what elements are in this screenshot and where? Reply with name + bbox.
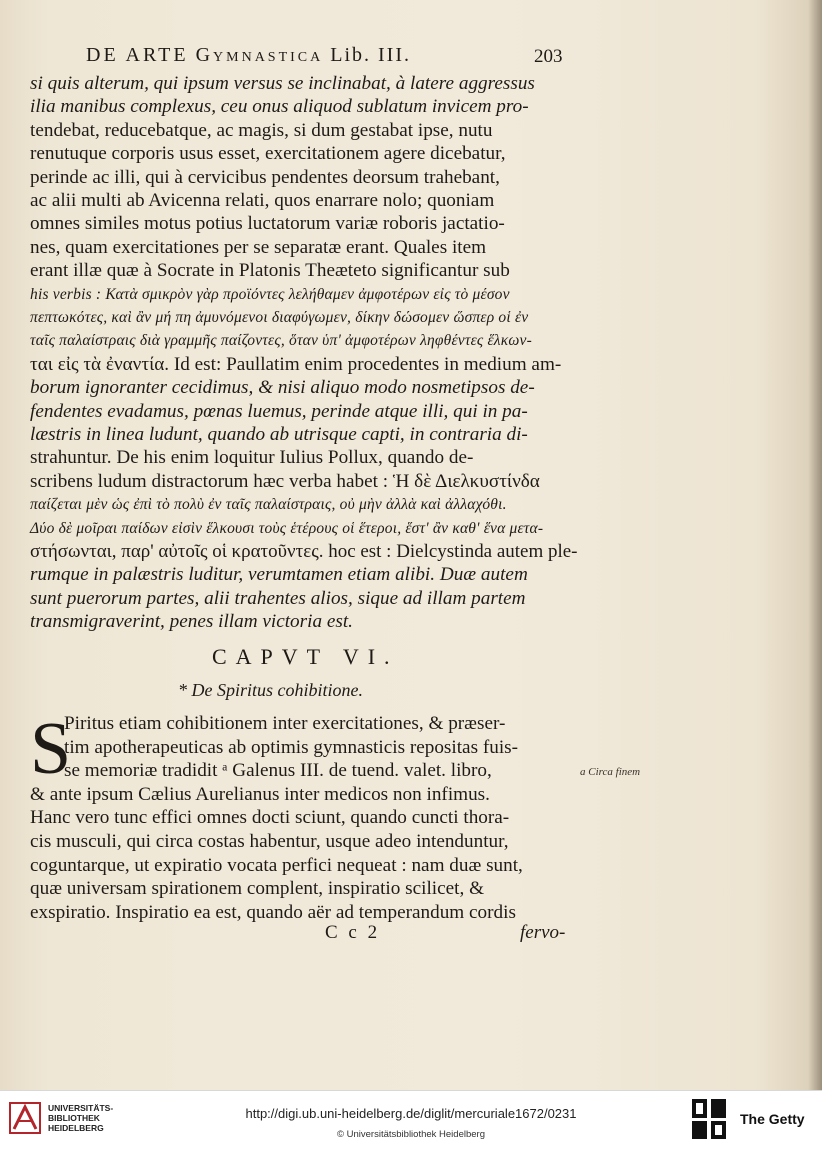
text-line: nes, quam exercitationes per se separatæ erant. Quales item (30, 236, 487, 258)
drop-cap: S (30, 708, 72, 790)
text-line: ταῖς παλαίστραις διὰ γραμμῆς παίζοντες, ὅταν ὑπ' ἀμφοτέρων ληφθέντες ἕλκων- (30, 332, 532, 350)
permalink-url[interactable]: http://digi.ub.uni-heidelberg.de/diglit/mercuriale1672/0231 (245, 1106, 577, 1121)
text-line: πεπτωκότες, καὶ ἂν μή πη ἀμυνόμενοι διαφύγωμεν, δίκην δώσομεν ὥσπερ οἱ ἐν (30, 309, 529, 326)
page-number: 203 (534, 46, 563, 67)
text-line: rumque in palæstris luditur, verumtamen etiam alibi. Duæ autem (30, 564, 528, 586)
text-line: renutuque corporis usus esset, exercitationem agere dicebatur, (30, 143, 506, 165)
text-line: strahuntur. De his enim loquitur Iulius Pollux, quando de- (30, 447, 474, 469)
running-head-de-arte: DE ARTE (86, 44, 189, 66)
chapter-text-line: Piritus etiam cohibitionem inter exercitationes, & præser- (64, 713, 506, 734)
text-line: perinde ac illi, qui à cervicibus pendentes deorsum trahebant, (30, 166, 500, 188)
text-line: ται εἰς τὰ ἐναντία. Id est: Paullatim enim procedentes in medium am- (30, 353, 562, 375)
text-line: Δύο δὲ μοῖραι παίδων εἰσὶν ἕλκουσι τοὺς ἑτέρους οἱ ἕτεροι, ἕστ' ἂν καθ' ἕνα μετα- (30, 519, 544, 537)
copyright-text: © Universitätsbibliothek Heidelberg (337, 1129, 485, 1140)
partner-name: The Getty (740, 1111, 805, 1127)
text-line: erant illæ quæ à Socrate in Platonis Theæteto significantur sub (30, 260, 510, 282)
text-line: omnes similes motus potius luctatorum variæ roboris jactatio- (30, 213, 505, 235)
chapter-text-line: coguntarque, ut expiratio vocata perfici nequeat : nam duæ sunt, (30, 854, 523, 876)
text-line: his verbis : Κατὰ σμικρὸν γὰρ προϊόντες λελήθαμεν ἀμφοτέρων εἰς τὸ μέσον (30, 285, 510, 303)
text-line: borum ignoranter cecidimus, & nisi aliquo modo nosmetipsos de- (30, 377, 535, 399)
getty-logo[interactable] (690, 1097, 728, 1141)
text-line: si quis alterum, qui ipsum versus se inclinabat, à latere aggressus (30, 73, 535, 94)
running-head (86, 44, 586, 67)
chapter-text-line: Hanc vero tunc effici omnes docti sciunt, quando cuncti thora- (30, 807, 510, 829)
text-line: ac alii multi ab Avicenna relati, quos enarrare nolo; quoniam (30, 190, 495, 211)
text-line: transmigraverint, penes illam victoria est. (30, 611, 353, 633)
chapter-subtitle: * De Spiritus cohibitione. (178, 680, 363, 700)
viewer-footer (0, 1090, 822, 1150)
running-head-lib: Lib. III. (330, 44, 412, 66)
chapter-title: CAPVT VI. (212, 644, 399, 669)
chapter-text-line: exspiratio. Inspiratio ea est, quando aër ad temperandum cordis (30, 901, 516, 923)
text-line: tendebat, reducebatque, ac magis, si dum gestabat ipse, nutu (30, 119, 493, 141)
chapter-text-line: & ante ipsum Cælius Aurelianus inter medicos non infimus. (30, 783, 490, 805)
text-line: ilia manibus complexus, ceu onus aliquod sublatum invicem pro- (30, 96, 529, 118)
text-line: scribens ludum distractorum hæc verba habet : Ἡ δὲ Διελκυστίνδα (30, 470, 540, 492)
text-line: παίζεται μὲν ὡς ἐπὶ τὸ πολὺ ἐν ταῖς παλαίστραις, οὐ μὴν ἀλλὰ καὶ ἀλλαχόθι. (30, 496, 507, 514)
text-line: læstris in linea ludunt, quando ab utrisque capti, in contraria di- (30, 424, 528, 445)
chapter-text-line: cis musculi, qui circa costas habentur, usque adeo intenduntur, (30, 831, 509, 852)
chapter-text-line: tim apotherapeuticas ab optimis gymnasticis repositas fuis- (64, 736, 519, 758)
catchword: fervo- (520, 922, 566, 943)
signature-mark: C c 2 (325, 922, 381, 943)
running-head-gymnastica: Gymnastica (195, 44, 324, 66)
marginal-note: a Circa finem (580, 766, 641, 778)
library-name: UNIVERSITÄTS- BIBLIOTHEK HEIDELBERG (48, 1103, 114, 1133)
chapter-text-line: se memoriæ tradidit ᵃ Galenus III. de tuend. valet. libro, (64, 760, 492, 782)
chapter-text-line: quæ universam spirationem complent, inspiratio scilicet, & (30, 878, 485, 900)
text-line: στήσωνται, παρ' αὐτοῖς οἱ κρατοῦντες. hoc est : Dielcystinda autem ple- (30, 541, 578, 562)
text-line: sunt puerorum partes, alii trahentes alios, sique ad illam partem (30, 587, 526, 609)
text-line: fendentes evadamus, pœnas luemus, perinde atque illi, qui in pa- (30, 400, 528, 422)
